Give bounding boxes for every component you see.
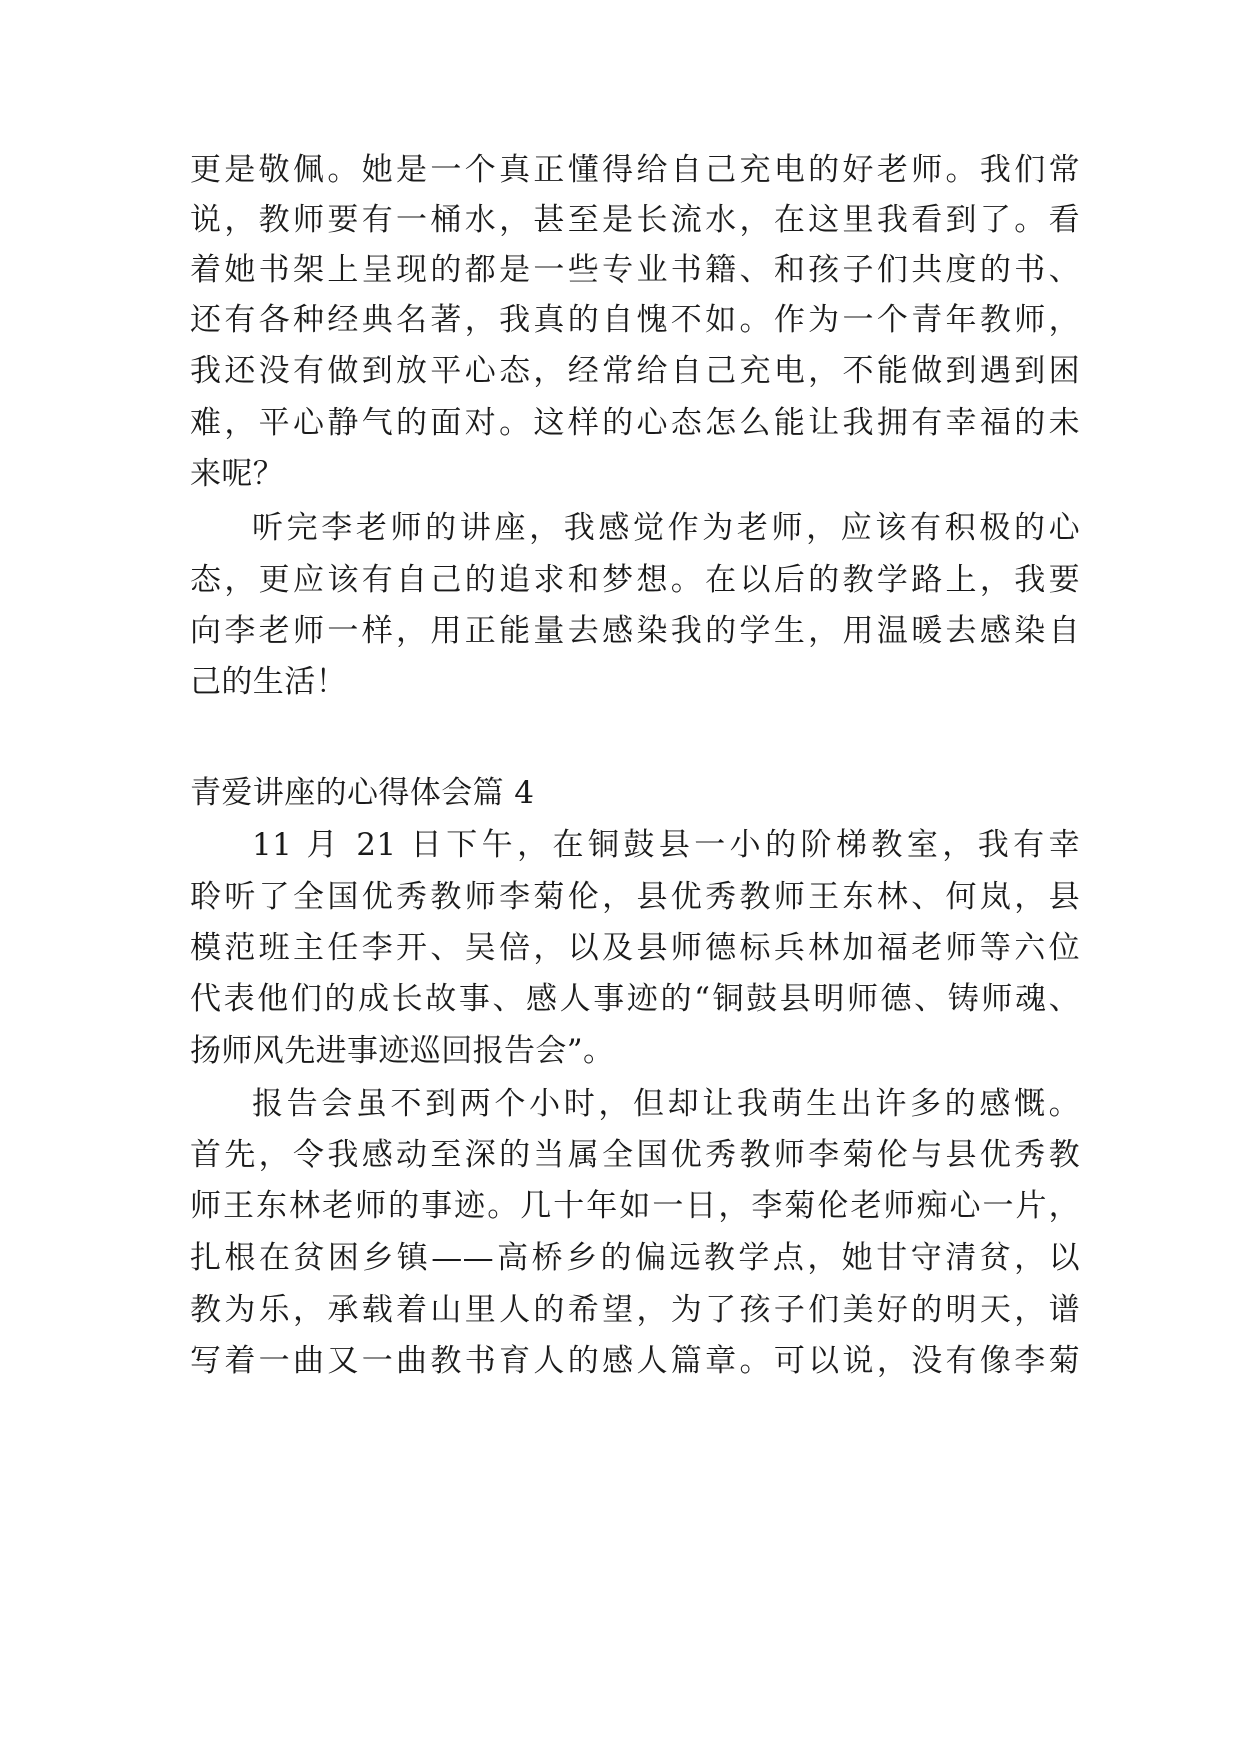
body-text-line: 向李老师一样，用正能量去感染我的学生，用温暖去感染自 (190, 613, 1080, 649)
body-text-line: 更是敬佩。她是一个真正懂得给自己充电的好老师。我们常 (190, 152, 1080, 188)
body-text-line: 来呢？ (190, 456, 285, 492)
body-text-line: 扎根在贫困乡镇——高桥乡的偏远教学点，她甘守清贫，以 (190, 1240, 1080, 1276)
body-text-line: 态，更应该有自己的追求和梦想。在以后的教学路上，我要 (190, 562, 1080, 598)
body-text-line: 聆听了全国优秀教师李菊伦，县优秀教师王东林、何岚，县 (190, 879, 1080, 915)
body-text-line: 说，教师要有一桶水，甚至是长流水，在这里我看到了。看 (190, 202, 1080, 238)
body-text-line: 难，平心静气的面对。这样的心态怎么能让我拥有幸福的未 (190, 405, 1080, 441)
body-text-line: 着她书架上呈现的都是一些专业书籍、和孩子们共度的书、 (190, 252, 1080, 288)
body-text-line: 教为乐，承载着山里人的希望，为了孩子们美好的明天，谱 (190, 1292, 1080, 1328)
body-text-line: 我还没有做到放平心态，经常给自己充电，不能做到遇到困 (190, 353, 1080, 389)
body-text-line: 己的生活！ (190, 664, 347, 700)
body-text-line: 听完李老师的讲座，我感觉作为老师，应该有积极的心 (252, 510, 1080, 546)
body-text-line: 师王东林老师的事迹。几十年如一日，李菊伦老师痴心一片， (190, 1188, 1080, 1224)
body-text-line: 首先，令我感动至深的当属全国优秀教师李菊伦与县优秀教 (190, 1137, 1080, 1173)
body-text-line: 扬师风先进事迹巡回报告会”。 (190, 1033, 615, 1069)
body-text-line: 报告会虽不到两个小时，但却让我萌生出许多的感慨。 (252, 1086, 1080, 1122)
section-heading: 青爱讲座的心得体会篇 4 (190, 775, 535, 811)
body-text-line: 11 月 21 日下午，在铜鼓县一小的阶梯教室，我有幸 (252, 827, 1080, 863)
body-text-line: 写着一曲又一曲教书育人的感人篇章。可以说，没有像李菊 (190, 1343, 1080, 1379)
body-text-line: 还有各种经典名著，我真的自愧不如。作为一个青年教师， (190, 302, 1080, 338)
body-text-line: 模范班主任李开、吴倍，以及县师德标兵林加福老师等六位 (190, 930, 1080, 966)
body-text-line: 代表他们的成长故事、感人事迹的“铜鼓县明师德、铸师魂、 (190, 981, 1080, 1017)
